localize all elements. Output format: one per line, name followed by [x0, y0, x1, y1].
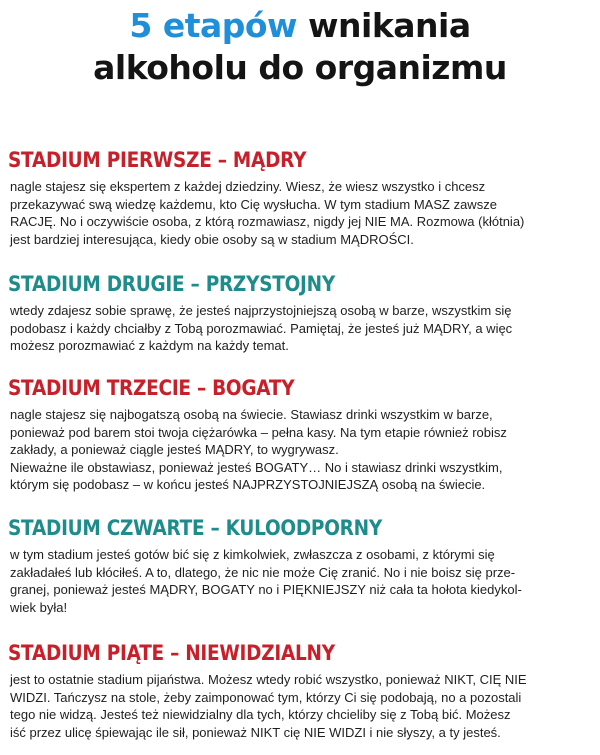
section-stage-5 — [8, 641, 592, 741]
title-line-1 — [0, 6, 600, 46]
body-line: granej, ponieważ jesteś MĄDRY, BOGATY no i PIĘKNIEJSZY niż cała ta hołota kiedykol- — [10, 582, 522, 598]
section-heading: STADIUM DRUGIE – PRZYSTOJNY — [8, 272, 335, 296]
body-line: WIDZI. Tańczysz na stole, żeby zaimponować tym, którzy Ci się podobają, no a pozostali — [10, 689, 522, 705]
body-line: możesz porozmawiać z każdym na każdy temat. — [10, 338, 289, 354]
body-line: jest bardziej interesująca, kiedy obie osoby są w stadium MĄDROŚCI. — [10, 231, 414, 247]
page-title — [0, 6, 600, 88]
section-stage-3 — [8, 376, 592, 494]
body-line: tego nie widzą. Jesteś też niewidzialny dla tych, którzy chcieliby się z Tobą bić. Możesz — [10, 707, 511, 723]
title-rest: wnikania — [308, 6, 471, 45]
section-stage-4 — [8, 516, 592, 616]
title-accent-word: etapów — [162, 6, 298, 45]
section-heading: STADIUM CZWARTE – KULOODPORNY — [8, 516, 382, 540]
body-line: nagle stajesz się ekspertem z każdej dziedziny. Wiesz, że wiesz wszystko i chcesz — [10, 179, 486, 194]
section-stage-2 — [8, 272, 592, 355]
body-line: wiek była! — [10, 599, 68, 615]
title-line-2: alkoholu do organizmu — [93, 48, 507, 87]
body-line: przekazywać swą wiedzę każdemu, kto Cię wysłucha. W tym stadium MASZ zawsze — [10, 196, 497, 212]
body-line: którym się podobasz – w końcu jesteś NAJPRZYSTOJNIEJSZĄ osobą na świecie. — [10, 477, 486, 493]
section-body — [8, 178, 592, 248]
title-number: 5 — [129, 6, 152, 45]
body-line: Nieważne ile obstawiasz, ponieważ jesteś BOGATY… No i stawiasz drinki wszystkim, — [10, 459, 503, 475]
body-line: w tym stadium jesteś gotów bić się z kimkolwiek, zwłaszcza z osobami, z którymi się — [10, 547, 495, 562]
section-body — [8, 406, 592, 494]
section-body — [8, 671, 592, 741]
body-line: zakłady, a ponieważ ciągle jesteś MĄDRY, to wygrywasz. — [10, 442, 339, 458]
body-line: wtedy zdajesz sobie sprawę, że jesteś najprzystojniejszą osobą w barze, wszystkim się — [10, 303, 512, 318]
body-line: jest to ostatnie stadium pijaństwa. Możesz wtedy robić wszystko, ponieważ NIKT, CIĘ NIE — [10, 672, 527, 687]
body-line: ponieważ pod barem stoi twoja ciężarówka – pełna kasy. Na tym etapie również robisz — [10, 424, 507, 440]
section-body — [8, 546, 592, 616]
section-body — [8, 302, 592, 355]
section-stage-1 — [8, 148, 592, 248]
body-line: podobasz i każdy chciałby z Tobą porozmawiać. Pamiętaj, że jesteś już MĄDRY, a więc — [10, 320, 513, 336]
body-line: nagle stajesz się najbogatszą osobą na świecie. Stawiasz drinki wszystkim w barze, — [10, 407, 493, 422]
body-line: zakładałeś lub kłóciłeś. A to, dlatego, że nic nie może Cię zranić. No i nie boisz się prze- — [10, 564, 516, 580]
body-line: RACJĘ. No i oczywiście osoba, z którą rozmawiasz, nigdy jej NIE MA. Rozmowa (kłótnia) — [10, 214, 525, 230]
section-heading: STADIUM PIĄTE – NIEWIDZIALNY — [8, 641, 335, 665]
section-heading: STADIUM TRZECIE – BOGATY — [8, 376, 295, 400]
section-heading: STADIUM PIERWSZE – MĄDRY — [8, 148, 307, 172]
body-line: iść przez ulicę śpiewając ile sił, ponieważ NIKT cię NIE WIDZI i nie słyszy, a ty jesteś. — [10, 724, 501, 740]
